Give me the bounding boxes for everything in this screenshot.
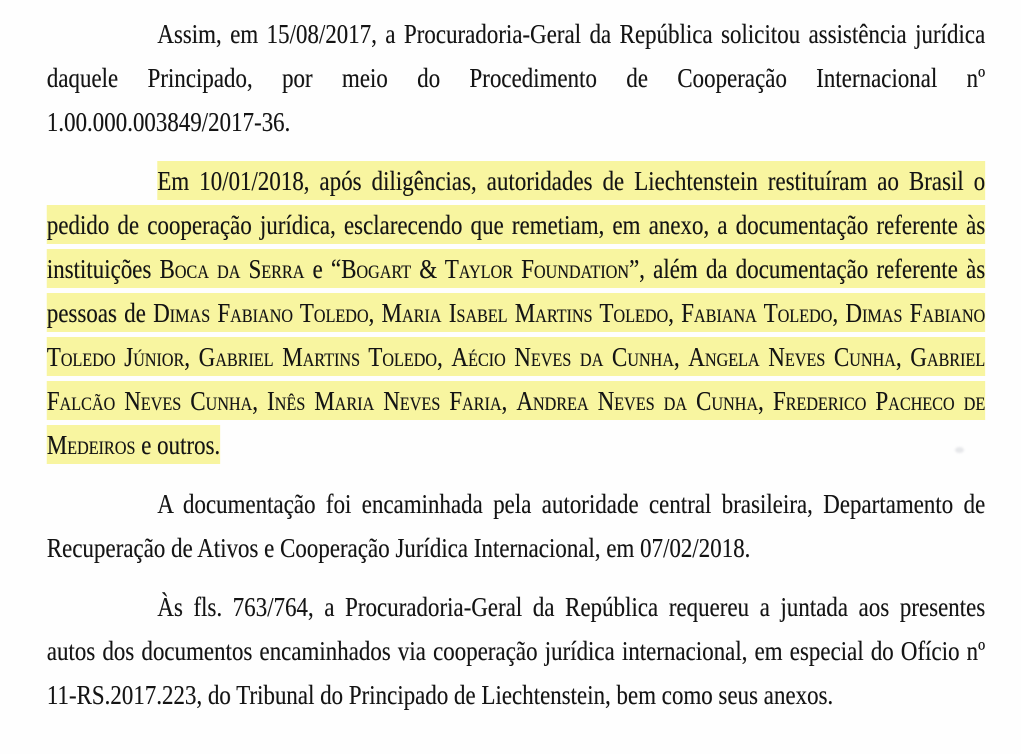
text-run: Em 10/01/2018, após diligências, autoridades de Liechtenstein restituíram ao Brasil o pedido de cooperação jurídica, esclarecendo que remetiam, em anexo, a documentação referente às instituições [46, 166, 986, 284]
text-run: e outros. [135, 430, 221, 460]
paragraph-1 [47, 12, 985, 144]
highlighted-paragraph [47, 159, 985, 467]
entity-name: Angela Neves Cunha [688, 342, 896, 372]
text-run: , [436, 342, 452, 372]
text-run: A documentação foi encaminhada pela autoridade central brasileira, Departamento de Recuperação de Ativos e Cooperação Jurídica Internacional, em 07/02/2018. [46, 489, 986, 563]
text-run: , [252, 386, 268, 416]
entity-name: Fabiana Toledo [681, 298, 833, 328]
text-run: Às fls. 763/764, a Procuradoria-Geral da República requereu a juntada aos presentes autos dos documentos encaminhados via cooperação jurídica internacional, em especial do Ofício nº 11-RS.2017.223, do Tribunal do Principado de Liechtenstein, bem como seus anexos. [46, 592, 986, 710]
text-run: , [668, 298, 682, 328]
entity-name: Gabriel Martins Toledo [198, 342, 437, 372]
text-run: , [184, 342, 199, 372]
scan-artifact [955, 447, 964, 453]
entity-name: Inês Maria Neves Faria [267, 386, 502, 416]
entity-name: Dimas Fabiano Toledo Júnior [46, 298, 986, 372]
entity-name: Frederico Pacheco de Medeiros [46, 386, 986, 460]
entity-name: Gabriel Falcão Neves Cunha [46, 342, 986, 416]
entity-name: Dimas Fabiano Toledo [153, 298, 369, 328]
text-run: , [368, 298, 382, 328]
text-run: Assim, em 15/08/2017, a Procuradoria-Geral da República solicitou assistência jurídica daquele Principado, por meio do Procedimento de Cooperação Internacional nº 1.00.000.003849/2017-36. [46, 19, 986, 137]
text-run: , [673, 342, 689, 372]
entity-name: Andrea Neves da Cunha [516, 386, 759, 416]
entity-name: Bogart & Taylor Foundation [341, 254, 629, 284]
highlight-mark [47, 161, 985, 464]
entity-name: Maria Isabel Martins Toledo [381, 298, 669, 328]
text-run: , [895, 342, 911, 372]
text-run: ”, além da documentação referente às pessoas de [46, 254, 986, 328]
text-run: e “ [304, 254, 342, 284]
paragraph-3 [47, 482, 985, 570]
entity-name: Boca da Serra [159, 254, 305, 284]
text-run: , [758, 386, 773, 416]
text-run: , [501, 386, 517, 416]
text-run: , [832, 298, 846, 328]
paragraph-4 [47, 585, 985, 717]
entity-name: Aécio Neves da Cunha [451, 342, 674, 372]
